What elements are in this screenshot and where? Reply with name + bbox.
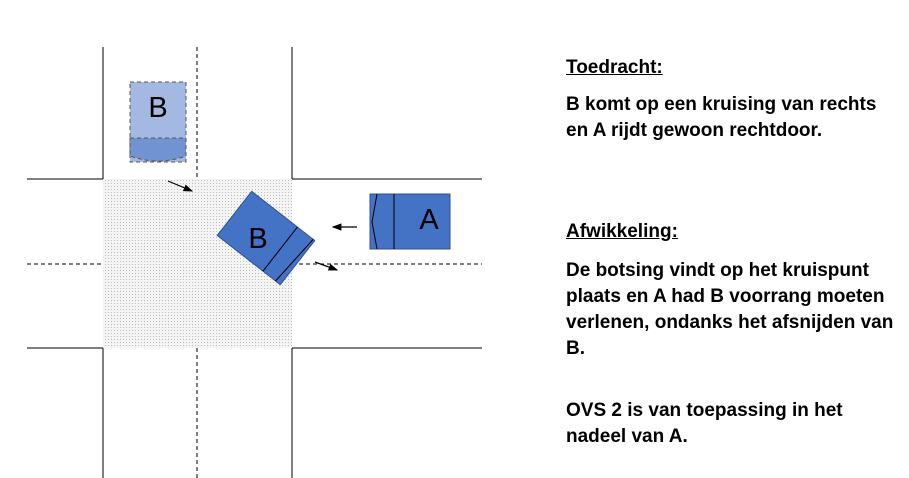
car-b-start	[130, 82, 186, 162]
collision-deflection-arrow	[315, 262, 337, 270]
car-b-start-label: B	[148, 92, 168, 124]
toedracht-heading: Toedracht:	[566, 57, 663, 78]
toedracht-text: B komt op een kruising van rechts en A rijdt gewoon rechtdoor.	[566, 94, 877, 141]
car-a	[370, 194, 450, 249]
car-b-collision-label: B	[248, 223, 268, 255]
ovs-text: OVS 2 is van toepassing in het nadeel van A.	[566, 400, 843, 447]
car-a-label: A	[419, 204, 439, 236]
afwikkeling-heading: Afwikkeling:	[566, 221, 678, 242]
afwikkeling-text: De botsing vindt op het kruispunt plaats en A had B voorrang moeten verlenen, ondanks het afsnijden van B.	[566, 260, 894, 359]
